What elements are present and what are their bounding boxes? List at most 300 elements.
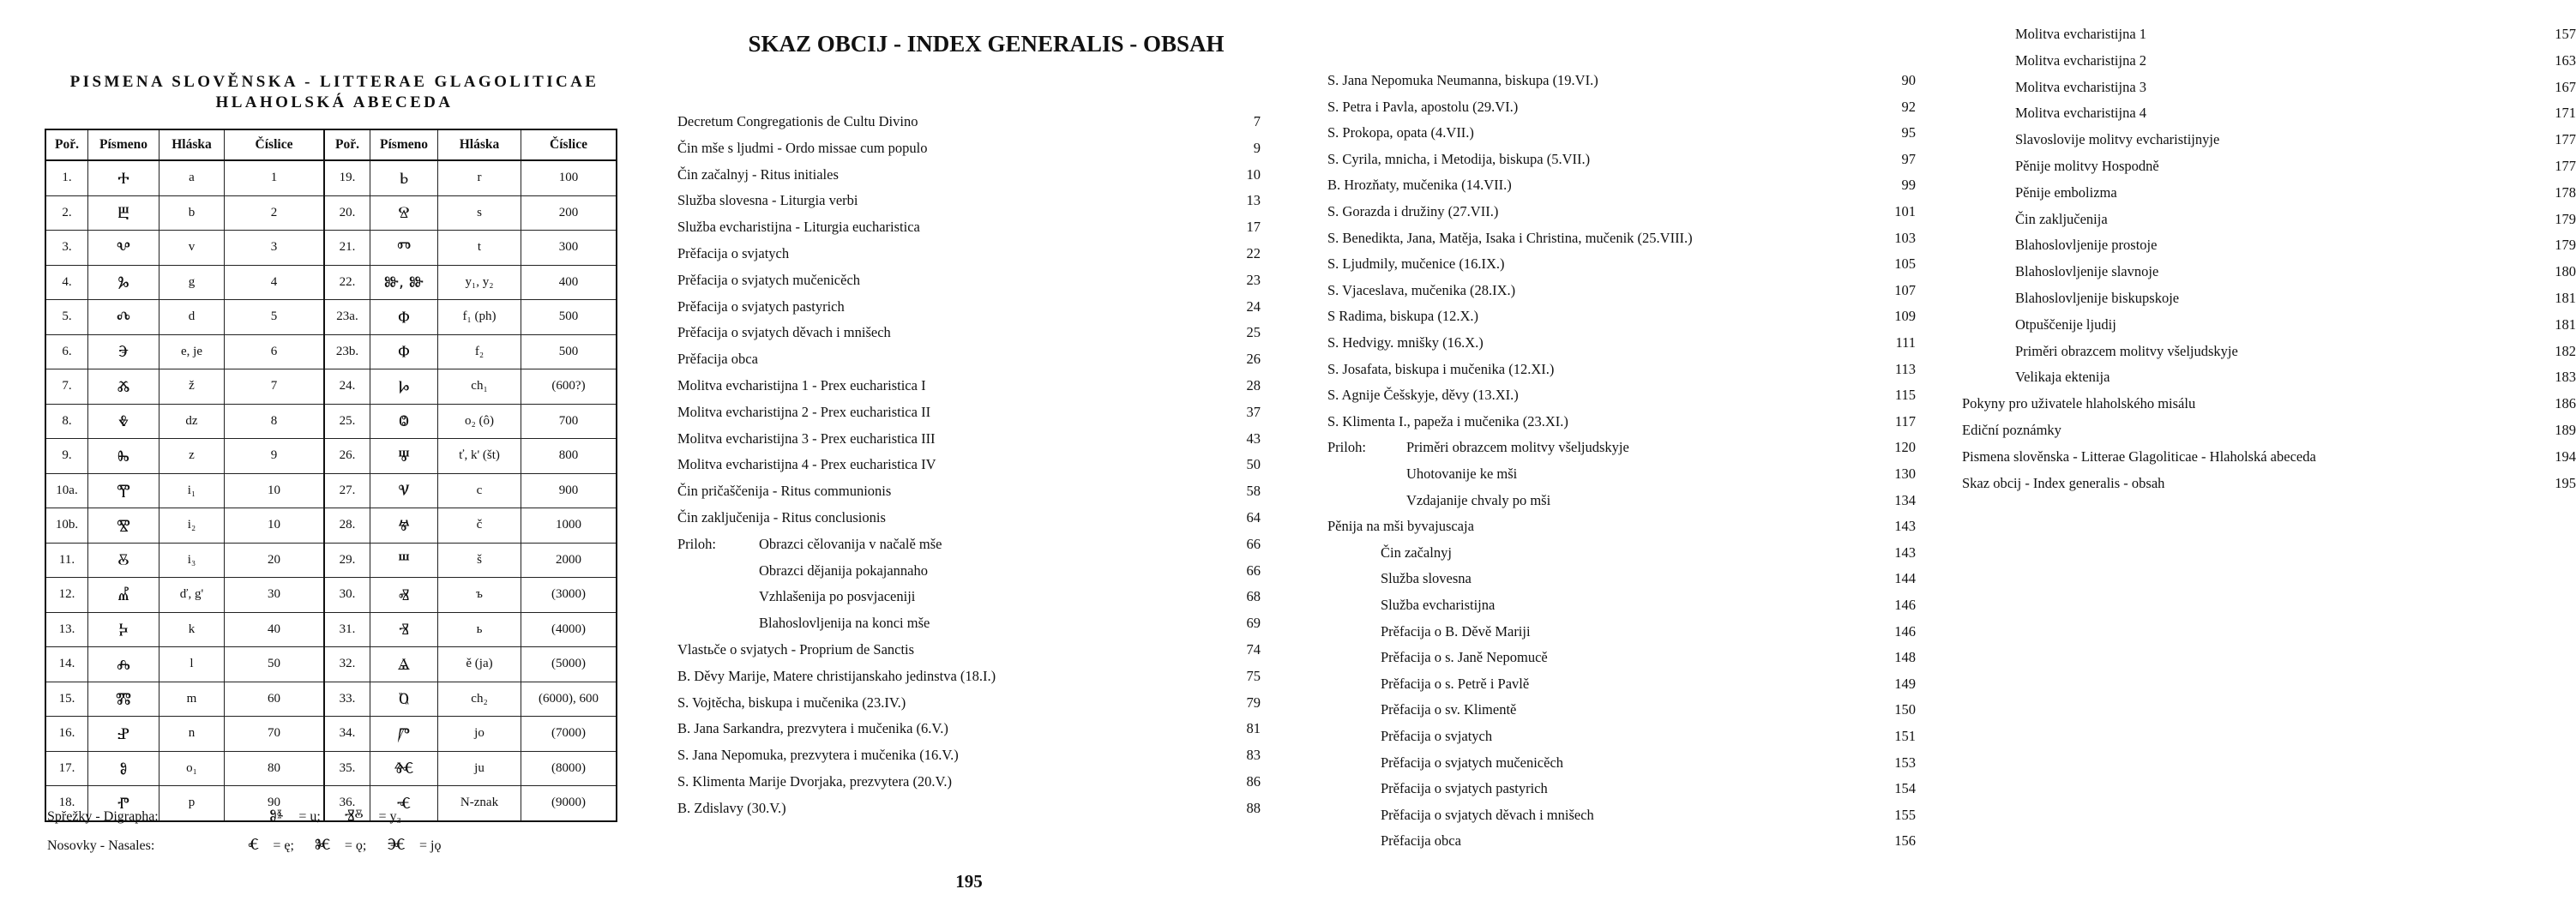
table-cell: v [159,231,225,266]
toc-title: Pismena slověnska - Litterae Glagoliticae - Hlaholská abeceda [1962,447,2316,465]
table-cell: c [438,473,521,508]
table-cell: 10 [225,473,325,508]
glyph-cell: Ⱎ [370,543,438,578]
page-number: 195 [955,871,983,892]
toc-title: Prěfacija o svjatych pastyrich [1381,780,1548,797]
table-cell: 1000 [521,508,617,544]
table-cell: 1. [45,160,88,195]
toc-page-number: 24 [1246,297,1261,315]
table-cell: ju [438,751,521,786]
glyph-cell: Ⰻ [88,543,159,578]
toc-page-number: 111 [1895,334,1916,351]
glyph-cell: Ⰼ [88,578,159,613]
table-cell: 9 [225,439,325,474]
table-cell: s [438,195,521,231]
toc-title: Molitva evcharistijna 2 - Prex eucharistica II [677,403,931,420]
toc-title: Vlastьče o svjatych - Proprium de Sanctis [677,641,915,658]
table-row [45,300,617,335]
table-cell: a [159,160,225,195]
header-cell: Hláska [159,129,225,160]
digraph2-glyph: Ⱐⰻ [344,806,364,825]
glyph-cell: Ⰴ [88,300,159,335]
table-cell: b [159,195,225,231]
table-row [45,334,617,369]
toc-title: Priměri obrazcem molitvy všeljudskyje [2015,342,2238,359]
table-cell: 40 [225,612,325,647]
alphabet-title-line1: PISMENA SLOVĚNSKA - LITTERAE GLAGOLITICAE [69,73,599,91]
toc-title: Čin zaključenija [2015,210,2108,227]
toc-column-1 [677,113,1261,842]
toc-title: Molitva evcharistijna 2 [2015,51,2147,69]
toc-title: Služba slovesna [1381,570,1472,587]
glyph-cell: Ⱆ, Ⱆ [370,265,438,300]
toc-page-number: 17 [1246,219,1261,236]
toc-page-number: 58 [1246,483,1261,500]
table-cell: 3. [45,231,88,266]
toc-title: Prěfacija o s. Janě Nepomucě [1381,649,1548,666]
table-row [45,369,617,405]
toc-title: Čin zaključenija - Ritus conclusionis [677,509,886,526]
toc-title: Otpuščenije ljudij [2015,315,2116,333]
toc-title: Čin pričaščenija - Ritus communionis [677,483,892,500]
header-cell: Číslice [521,129,617,160]
toc-title: Pěnije embolizma [2015,183,2117,201]
toc-title: Priměri obrazcem molitvy všeljudskyje [1406,439,1629,456]
glyph-cell: Ⰵ [88,334,159,369]
table-cell: 24. [324,369,370,405]
toc-page-number: 103 [1894,229,1916,246]
toc-label: Priloh: [677,535,716,552]
nasal3-glyph: Ⱗ [387,835,406,854]
glyph-cell: Ⱂ [88,786,159,821]
toc-title: Molitva evcharistijna 3 [2015,78,2147,95]
table-cell: 70 [225,717,325,752]
table-cell: 800 [521,439,617,474]
toc-page-number: 156 [1894,832,1916,850]
toc-page-number: 92 [1901,98,1916,115]
toc-column-3 [1962,26,2576,506]
table-cell: ь [438,612,521,647]
table-cell: i₁ [159,473,225,508]
toc-title: S. Prokopa, opata (4.VII.) [1327,124,1474,141]
toc-page-number: 157 [2555,26,2576,42]
table-row [45,647,617,682]
toc-page-number: 37 [1246,403,1261,420]
table-row [45,578,617,613]
toc-title: S. Vjaceslava, mučenika (28.IX.) [1327,281,1516,298]
header-cell: Poř. [324,129,370,160]
table-cell: 80 [225,751,325,786]
table-cell: f₂ [438,334,521,369]
digraph1-value: = u; [298,809,321,824]
glyph-cell: Ⱅ [370,231,438,266]
table-cell: 30. [324,578,370,613]
toc-page-number: 88 [1246,799,1261,816]
toc-title: S. Jana Nepomuka, prezvytera i mučenika (16.V.) [677,747,959,764]
toc-title: Uhotovanije ke mši [1406,466,1518,482]
toc-page-number: 66 [1246,562,1261,579]
table-cell: (6000), 600 [521,682,617,717]
table-cell: d [159,300,225,335]
table-cell: 17. [45,751,88,786]
glyph-cell: Ⰿ [88,682,159,717]
toc-title: S. Ljudmily, mučenice (16.IX.) [1327,255,1505,273]
table-cell: 60 [225,682,325,717]
glyph-cell: Ⱒ [370,682,438,717]
toc-page-number: 144 [1894,570,1916,587]
table-cell: 10a. [45,473,88,508]
table-cell: 900 [521,473,617,508]
glyph-cell: Ⰶ [88,369,159,405]
toc-page-number: 149 [1894,675,1916,692]
glagolitic-alphabet-table [45,129,617,822]
toc-page-number: 151 [1894,728,1916,744]
toc-title: B. Jana Sarkandra, prezvytera i mučenika (6.V.) [677,720,948,737]
toc-title: Prěfacija obca [1381,832,1461,850]
toc-title: Pěnije molitvy Hospodně [2015,158,2159,174]
glyph-cell: Ⰹ [88,473,159,508]
toc-page-number: 64 [1246,509,1261,526]
nasals-label: Nosovky - Nasales: [47,838,155,853]
toc-page-number: 23 [1246,271,1261,288]
table-row [45,612,617,647]
toc-page-number: 13 [1246,192,1261,209]
toc-page-number: 81 [1246,720,1261,737]
toc-title: Prěfacija o svjatych mučenicěch [677,271,861,288]
table-cell: ě (ja) [438,647,521,682]
table-cell: 400 [521,265,617,300]
glyph-cell: Ⱃ [370,160,438,195]
toc-page-number: 86 [1246,773,1261,790]
toc-page-number: 79 [1246,694,1261,711]
table-cell: 7. [45,369,88,405]
alphabet-title-line2: HLAHOLSKÁ ABECEDA [215,93,454,111]
table-cell: (7000) [521,717,617,752]
table-cell: jo [438,717,521,752]
toc-page-number: 66 [1246,535,1261,552]
table-cell: 31. [324,612,370,647]
toc-title: Molitva evcharistijna 4 - Prex eucharistica IV [677,456,936,473]
table-cell: 5 [225,300,325,335]
table-row [45,751,617,786]
table-cell: 36. [324,786,370,821]
nasal2-glyph: Ⱘ [314,835,331,854]
table-cell: 700 [521,404,617,439]
table-cell: ď, g' [159,578,225,613]
toc-title: Blahoslovljenija na konci mše [759,615,930,632]
digraph2-value: = y₃ [378,809,402,824]
glyph-cell: Ⱏ [370,578,438,613]
table-cell: o₂ (ô) [438,404,521,439]
toc-title: Vzhlašenija po posvjaceniji [759,588,916,605]
table-cell: 300 [521,231,617,266]
header-cell: Číslice [225,129,325,160]
glyph-cell: Ⱀ [88,717,159,752]
nasal2-value: = ǫ; [344,838,367,853]
table-row [45,195,617,231]
toc-page-number: 189 [2555,422,2576,438]
digraph1-glyph: Ⱁⱛ [269,806,284,825]
toc-title: Pěnija na mši byvajuscaja [1327,518,1474,535]
glyph-cell: Ⱇ [370,300,438,335]
toc-page-number: 146 [1894,622,1916,640]
toc-page-number: 143 [1894,518,1916,535]
toc-page-number: 22 [1246,245,1261,261]
table-cell: t [438,231,521,266]
toc-page-number: 113 [1894,360,1916,377]
table-cell: 6. [45,334,88,369]
toc-page-number: 101 [1894,203,1916,219]
table-cell: 33. [324,682,370,717]
toc-page-number: 155 [1894,806,1916,823]
toc-title: Obrazci dějanija pokajannaho [759,562,928,579]
glyph-cell: Ⱉ [370,404,438,439]
table-cell: 21. [324,231,370,266]
toc-title: B. Děvy Marije, Matere christijanskaho jedinstva (18.I.) [677,667,996,684]
toc-page-number: 99 [1901,177,1916,194]
toc-title: S. Jana Nepomuka Neumanna, biskupa (19.VI.) [1327,72,1598,88]
table-row [45,508,617,544]
toc-title: Decretum Congregationis de Cultu Divino [677,113,918,129]
toc-title: S Radima, biskupa (12.X.) [1327,308,1478,325]
toc-title: Čin začalnyj - Ritus initiales [677,165,839,183]
table-cell: 29. [324,543,370,578]
toc-page-number: 167 [2555,78,2576,95]
toc-page-number: 75 [1246,667,1261,684]
toc-title: Skaz obcij - Index generalis - obsah [1962,474,2165,491]
digraphs-note [47,806,401,825]
table-cell: 15. [45,682,88,717]
toc-page-number: 153 [1894,754,1916,771]
toc-page-number: 115 [1894,387,1916,404]
table-cell: 20 [225,543,325,578]
table-row [45,682,617,717]
toc-page-number: 148 [1894,649,1916,666]
glyph-cell: Ⱓ [370,717,438,752]
table-cell: 13. [45,612,88,647]
table-cell: 50 [225,647,325,682]
glyph-cell: Ⰸ [88,439,159,474]
alphabet-title [34,72,635,113]
toc-title: Prěfacija o svjatych [1381,728,1493,744]
table-cell: 23a. [324,300,370,335]
table-row [45,717,617,752]
toc-title: Ediční poznámky [1962,422,2061,438]
table-cell: 100 [521,160,617,195]
toc-title: S. Vojtěcha, biskupa i mučenika (23.IV.) [677,694,906,711]
toc-title: S. Petra i Pavla, apostolu (29.VI.) [1327,98,1519,115]
toc-page-number: 69 [1246,615,1261,632]
table-cell: 34. [324,717,370,752]
table-cell: ž [159,369,225,405]
toc-page-number: 107 [1894,281,1916,298]
header-cell: Hláska [438,129,521,160]
table-cell: k [159,612,225,647]
table-cell: 200 [521,195,617,231]
toc-title: Prěfacija o sv. Klimentě [1381,701,1517,718]
table-cell: 27. [324,473,370,508]
glyph-cell: Ⱄ [370,195,438,231]
glyph-cell: Ⱋ [370,439,438,474]
toc-page-number: 134 [1894,491,1916,508]
table-cell: (9000) [521,786,617,821]
table-cell: dz [159,404,225,439]
toc-page-number: 97 [1901,150,1916,167]
toc-title: Molitva evcharistijna 4 [2015,105,2147,122]
table-cell: 10 [225,508,325,544]
table-cell: g [159,265,225,300]
toc-page-number: 182 [2555,342,2576,359]
nasals-note [47,835,441,854]
toc-page-number: 143 [1894,544,1916,561]
toc-page-number: 120 [1894,439,1916,456]
table-cell: (600?) [521,369,617,405]
table-cell: 25. [324,404,370,439]
glyph-cell: Ⰷ [88,404,159,439]
table-cell: p [159,786,225,821]
toc-title: Prěfacija o B. Děvě Mariji [1381,622,1531,640]
toc-page-number: 171 [2555,105,2576,122]
table-cell: 2 [225,195,325,231]
table-row [45,543,617,578]
table-cell: f₁ (ph) [438,300,521,335]
glyph-cell: Ⱌ [370,473,438,508]
toc-page-number: 43 [1246,429,1261,447]
table-cell: 1 [225,160,325,195]
toc-title: S. Klimenta I., papeža i mučenika (23.XI.) [1327,412,1568,429]
nasal1-value: = ę; [273,838,294,853]
toc-page-number: 146 [1894,597,1916,613]
table-cell: i₂ [159,508,225,544]
table-cell: 500 [521,300,617,335]
toc-page-number: 181 [2555,290,2576,306]
toc-title: Prěfacija obca [677,351,758,368]
table-cell: 23b. [324,334,370,369]
table-row [45,160,617,195]
toc-title: S. Agnije Češskyje, děvy (13.XI.) [1327,387,1519,404]
toc-title: Vzdajanije chvaly po mši [1406,491,1551,508]
table-cell: 12. [45,578,88,613]
toc-title: Blahoslovljenije prostoje [2015,237,2158,254]
table-cell: 3 [225,231,325,266]
table-row [45,473,617,508]
table-cell: l [159,647,225,682]
toc-page-number: 130 [1894,466,1916,482]
table-cell: ъ [438,578,521,613]
glyph-cell: Ⱕ [370,786,438,821]
toc-page-number: 150 [1894,701,1916,718]
table-cell: e, je [159,334,225,369]
toc-title: Prěfacija o svjatych [677,245,790,261]
digraphs-label: Spřežky - Digrapha: [47,809,159,824]
toc-title: Čin mše s ljudmi - Ordo missae cum populo [677,139,928,156]
toc-title: Prěfacija o svjatych pastyrich [677,297,845,315]
toc-page-number: 90 [1901,72,1916,88]
table-cell: 16. [45,717,88,752]
toc-title: Molitva evcharistijna 3 - Prex eucharistica III [677,429,936,447]
glyph-cell: Ⰱ [88,195,159,231]
toc-title: Slavoslovije molitvy evcharistijnyje [2015,131,2220,148]
toc-title: Prěfacija o s. Petrě i Pavlě [1381,675,1530,692]
table-cell: 6 [225,334,325,369]
toc-page-number: 181 [2555,315,2576,333]
toc-title: S. Hedvigy. mnišky (16.X.) [1327,334,1484,351]
nasal1-glyph: Ⱔ [248,835,260,854]
glyph-cell: Ⱐ [370,612,438,647]
table-cell: 2. [45,195,88,231]
toc-page-number: 105 [1894,255,1916,273]
table-cell: 30 [225,578,325,613]
table-cell: 5. [45,300,88,335]
table-cell: 500 [521,334,617,369]
table-cell: 20. [324,195,370,231]
table-cell: o₁ [159,751,225,786]
table-cell: (5000) [521,647,617,682]
table-cell: m [159,682,225,717]
table-cell: 4 [225,265,325,300]
toc-page-number: 28 [1246,377,1261,393]
toc-page-number: 83 [1246,747,1261,764]
toc-title: Prěfacija o svjatych mučenicěch [1381,754,1564,771]
toc-title: S. Benedikta, Jana, Matěja, Isaka i Christina, mučenik (25.VIII.) [1327,229,1693,246]
toc-column-2 [1327,72,1916,861]
toc-title: Služba evcharistijna - Liturgia eucharistica [677,219,920,236]
table-cell: 90 [225,786,325,821]
toc-page-number: 68 [1246,588,1261,605]
table-header-row [45,129,617,160]
glyph-cell: Ⱁ [88,751,159,786]
table-cell: r [438,160,521,195]
glyph-cell: Ⰲ [88,231,159,266]
table-cell: ť, k' (št) [438,439,521,474]
table-cell: ch₂ [438,682,521,717]
table-cell: (3000) [521,578,617,613]
table-cell: ch₁ [438,369,521,405]
toc-page-number: 177 [2555,158,2576,174]
table-cell: 11. [45,543,88,578]
glyph-cell: Ⰰ [88,160,159,195]
glyph-cell: Ⱇ [370,334,438,369]
toc-page-number: 9 [1253,139,1261,156]
toc-title: S. Josafata, biskupa i mučenika (12.XI.) [1327,360,1555,377]
table-cell: z [159,439,225,474]
toc-title: Velikaja ektenija [2015,369,2110,386]
toc-title: S. Gorazda i družiny (27.VII.) [1327,203,1499,219]
nasal3-value: = jǫ [418,838,442,853]
toc-page-number: 7 [1253,113,1261,129]
table-cell: 19. [324,160,370,195]
table-cell: č [438,508,521,544]
toc-title: B. Zdislavy (30.V.) [677,799,786,816]
table-cell: 18. [45,786,88,821]
toc-page-number: 194 [2555,447,2576,465]
table-cell: y₁, y₂ [438,265,521,300]
header-cell: Písmeno [370,129,438,160]
toc-title: S. Cyrila, mnicha, i Metodija, biskupa (5.VII.) [1327,150,1591,167]
header-cell: Poř. [45,129,88,160]
toc-page-number: 186 [2555,395,2576,412]
glyph-cell: Ⱑ [370,647,438,682]
table-row [45,439,617,474]
table-cell: n [159,717,225,752]
page-title: SKAZ OBCIJ - INDEX GENERALIS - OBSAH [748,31,1225,57]
toc-page-number: 179 [2555,210,2576,227]
table-row [45,265,617,300]
table-cell: i₃ [159,543,225,578]
table-cell: (4000) [521,612,617,647]
toc-page-number: 180 [2555,263,2576,280]
table-cell: 8. [45,404,88,439]
